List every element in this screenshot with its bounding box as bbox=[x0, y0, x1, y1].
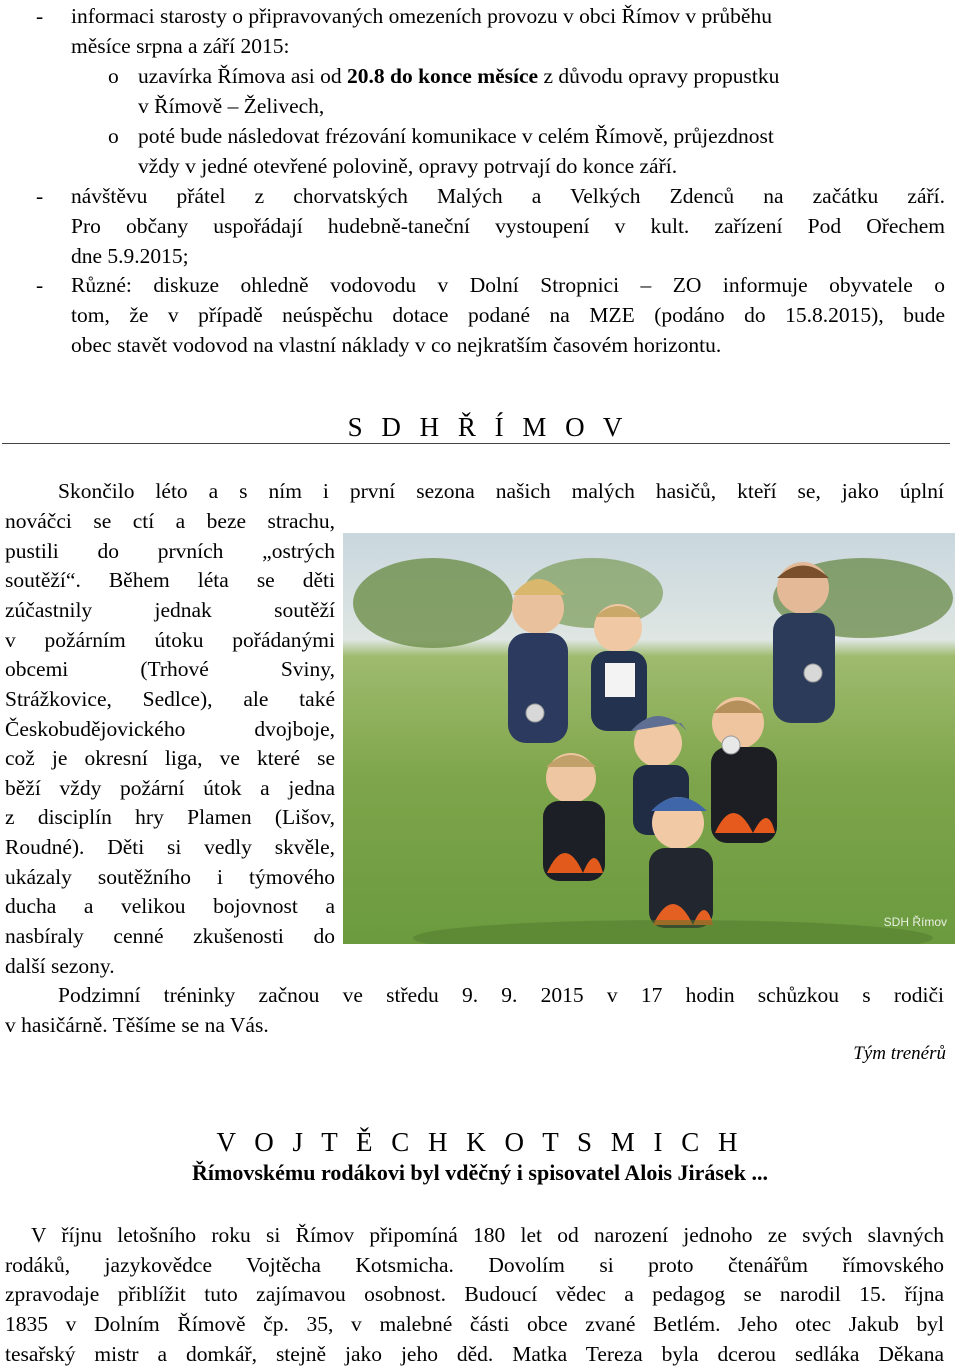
text-line: nováčci se ctí a beze strachu, bbox=[5, 509, 335, 533]
text-line: vždy v jedné otevřené polovině, opravy potrvají do konce září. bbox=[138, 154, 678, 178]
text-line: pustili do prvních „ostrých bbox=[5, 539, 335, 563]
text-line: obcemi (Trhové Sviny, bbox=[5, 657, 335, 681]
text-span: z důvodu opravy propustku bbox=[538, 64, 780, 88]
team-photo-illustration bbox=[343, 533, 955, 944]
text-line: Podzimní tréninky začnou ve středu 9. 9. 2015 v 17 hodin schůzkou s rodiči bbox=[58, 983, 944, 1007]
text-line: v požárním útoku pořádanými bbox=[5, 628, 335, 652]
text-line: návštěvu přátel z chorvatských Malých a Velkých Zdenců na začátku září. bbox=[71, 184, 945, 208]
list-marker: o bbox=[108, 124, 119, 148]
text-line bbox=[138, 62, 779, 92]
section-divider bbox=[2, 443, 950, 444]
text-line: Různé: diskuze ohledně vodovodu v Dolní Stropnici – ZO informuje obyvatele o bbox=[71, 273, 945, 297]
text-line: v Římově – Želivech, bbox=[138, 94, 325, 118]
text-line: ducha a velikou bojovnost a bbox=[5, 894, 335, 918]
text-line: Českobudějovického dvojboje, bbox=[5, 717, 335, 741]
text-span: uzavírka Římova asi od bbox=[138, 64, 347, 88]
section-heading-sdh: S D H Ř Í M O V bbox=[347, 412, 629, 442]
text-line: v hasičárně. Těšíme se na Vás. bbox=[5, 1013, 269, 1037]
text-line: Skončilo léto a s ním i první sezona našich malých hasičů, kteří se, jako úplní bbox=[58, 479, 944, 503]
text-line: ukázaly soutěžního i týmového bbox=[5, 865, 335, 889]
text-line: z disciplín hry Plamen (Lišov, bbox=[5, 805, 335, 829]
list-marker: o bbox=[108, 64, 119, 88]
text-line: Pro občany uspořádají hudebně-taneční vystoupení v kult. zařízení Pod Ořechem bbox=[71, 214, 945, 238]
section-heading-kotsmich: V O J T Ě C H K O T S M I C H bbox=[216, 1127, 744, 1157]
text-line: tesařský mistr a domkář, stejně jako jeho děd. Matka Tereza byla dcerou sedláka Děkana bbox=[5, 1342, 944, 1366]
list-dash: - bbox=[36, 184, 44, 208]
text-line: poté bude následovat frézování komunikace v celém Římově, průjezdnost bbox=[138, 124, 774, 148]
text-line: informaci starosty o připravovaných omezeních provozu v obci Římov v průběhu bbox=[71, 4, 772, 28]
text-line: Strážkovice, Sedlce), ale také bbox=[5, 687, 335, 711]
list-dash: - bbox=[36, 4, 44, 28]
list-dash: - bbox=[36, 273, 44, 297]
text-line: Roudné). Děti si vedly skvěle, bbox=[5, 835, 335, 859]
signature: Tým trenérů bbox=[853, 1043, 946, 1064]
text-line: zúčastnily jednak soutěží bbox=[5, 598, 335, 622]
text-line: tom, že v případě neúspěchu dotace podané na MZE (podáno do 15.8.2015), bude bbox=[71, 303, 945, 327]
text-line: zpravodaje přiblížit tuto zajímavou osobnost. Budoucí vědec a pedagog se narodil 15. října bbox=[5, 1282, 944, 1306]
text-line: soutěží“. Během léta se děti bbox=[5, 568, 335, 592]
section-subheading: Římovskému rodákovi byl vděčný i spisovatel Alois Jirásek ... bbox=[192, 1160, 768, 1185]
text-line: běží vždy požární útok a jedna bbox=[5, 776, 335, 800]
bold-date: 20.8 do konce měsíce bbox=[346, 64, 539, 88]
text-line: obec stavět vodovod na vlastní náklady v co nejkratším časovém horizontu. bbox=[71, 333, 722, 357]
text-line: měsíce srpna a září 2015: bbox=[71, 34, 290, 58]
text-line: nasbíraly cenné zkušenosti do bbox=[5, 924, 335, 948]
photo-caption: SDH Římov bbox=[883, 915, 947, 930]
text-line: dne 5.9.2015; bbox=[71, 244, 189, 268]
text-line: 1835 v Dolním Římově čp. 35, v malebné části obce zvané Betlém. Jeho otec Jakub byl bbox=[5, 1312, 944, 1336]
text-line: další sezony. bbox=[5, 954, 115, 978]
text-line: V říjnu letošního roku si Římov připomíná 180 let od narození jednoho ze svých slavných bbox=[31, 1223, 944, 1247]
team-photo bbox=[343, 533, 955, 944]
text-line: rodáků, jazykovědce Vojtěcha Kotsmicha. Dovolím si proto čtenářům římovského bbox=[5, 1253, 944, 1277]
text-line: což je okresní liga, ve které se bbox=[5, 746, 335, 770]
